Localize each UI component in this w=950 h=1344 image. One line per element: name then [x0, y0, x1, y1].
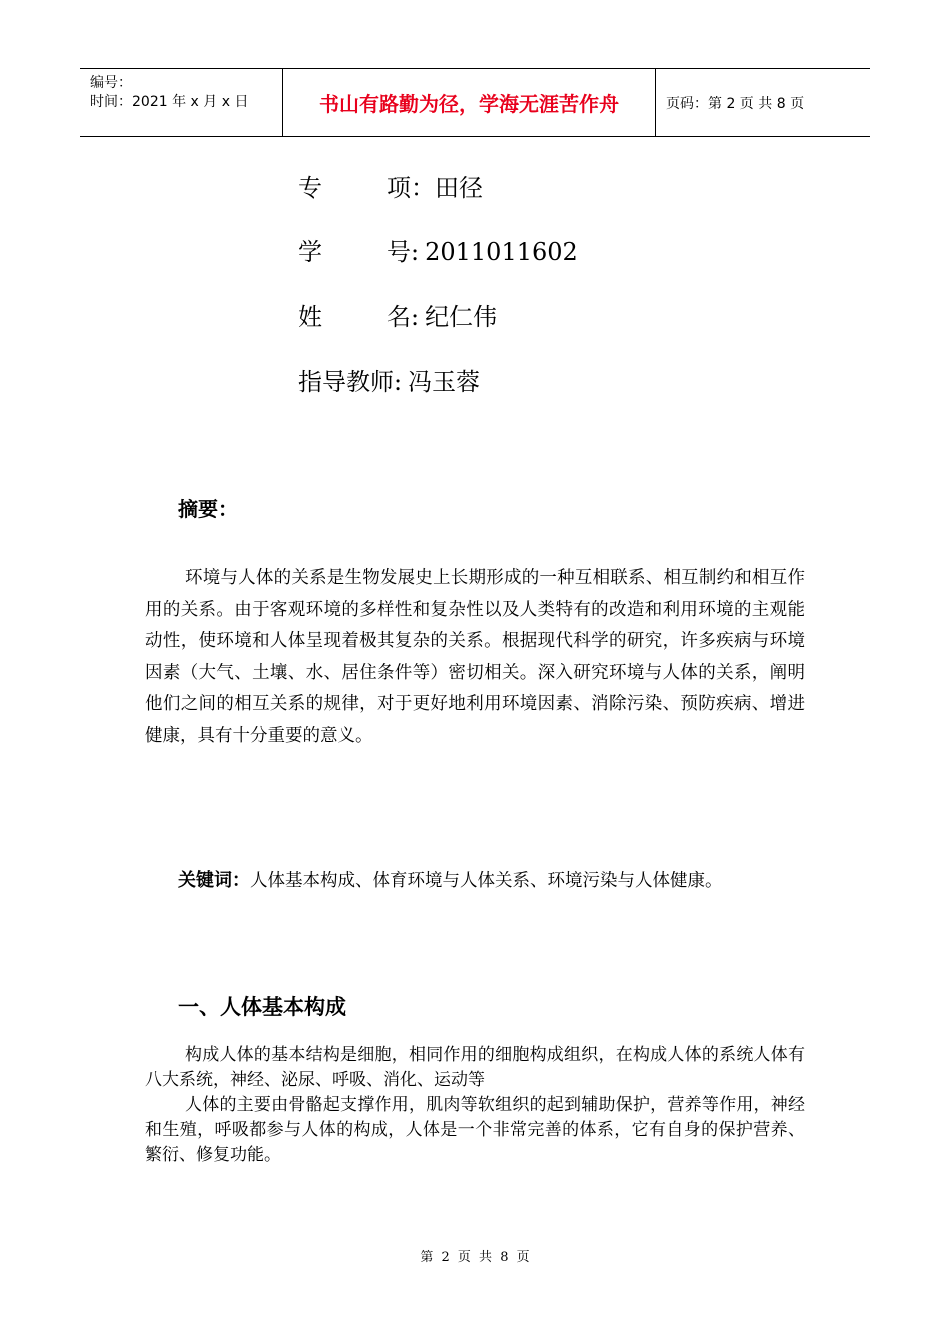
- info-row-name: [298, 297, 497, 332]
- info-value-student-id: 2011011602: [425, 238, 578, 266]
- header-motto: 书山有路勤为径，学海无涯苦作舟: [319, 92, 619, 116]
- info-value-name: 纪仁伟: [425, 303, 498, 331]
- header-page-cell: [656, 69, 870, 136]
- keywords-label: 关键词：: [178, 870, 250, 891]
- info-row-advisor: [298, 362, 480, 397]
- info-label: 学 号: [298, 238, 411, 266]
- abstract-body: 环境与人体的关系是生物发展史上长期形成的一种互相联系、相互制约和相互作用的关系。由于客观环境的多样性和复杂性以及人类特有的改造和利用环境的主观能动性，使环境和人体呈现着极其复杂的关系。根据现代科学的研究，许多疾病与环境因素（大气、土壤、水、居住条件等）密切相关。深入研究环境与人体的关系，阐明他们之间的相互关系的规律，对于更好地利用环境因素、消除污染、预防疾病、增进健康，具有十分重要的意义。: [145, 568, 805, 746]
- info-label: 专 项: [298, 174, 411, 202]
- page-header: [80, 68, 870, 137]
- header-motto-cell: [283, 69, 656, 136]
- info-colon: :: [411, 238, 420, 266]
- info-label: 姓 名: [298, 303, 411, 331]
- info-colon: ：: [411, 174, 435, 202]
- page-footer: 第 2 页 共 8 页: [420, 1250, 530, 1265]
- keywords-value: 人体基本构成、体育环境与人体关系、环境污染与人体健康。: [250, 871, 723, 891]
- section-heading: 一、人体基本构成: [178, 995, 346, 1019]
- document-time-label: 时间：2021 年 x 月 x 日: [90, 94, 249, 110]
- keywords-line: [178, 866, 723, 892]
- header-meta-cell: [80, 69, 283, 136]
- info-row-student-id: [298, 232, 578, 267]
- info-colon: :: [394, 368, 403, 396]
- section-paragraph: 人体的主要由骨骼起支撑作用，肌肉等软组织的起到辅助保护，营养等作用，神经和生殖，呼吸都参与人体的构成，人体是一个非常完善的体系，它有自身的保护营养、繁衍、修复功能。: [145, 1095, 805, 1165]
- header-page-info: 页码：第 2 页 共 8 页: [666, 95, 805, 112]
- section-paragraph: 构成人体的基本结构是细胞，相同作用的细胞构成组织，在构成人体的系统人体有八大系统，神经、泌尿、呼吸、消化、运动等: [145, 1045, 805, 1090]
- info-label-advisor: 指导教师: [298, 368, 394, 396]
- info-row-major: [298, 168, 483, 203]
- info-value-major: 田径: [435, 174, 483, 202]
- abstract-heading: 摘要：: [178, 497, 238, 521]
- info-colon: :: [411, 303, 420, 331]
- info-value-advisor: 冯玉蓉: [408, 368, 481, 396]
- document-number-label: 编号：: [90, 75, 132, 91]
